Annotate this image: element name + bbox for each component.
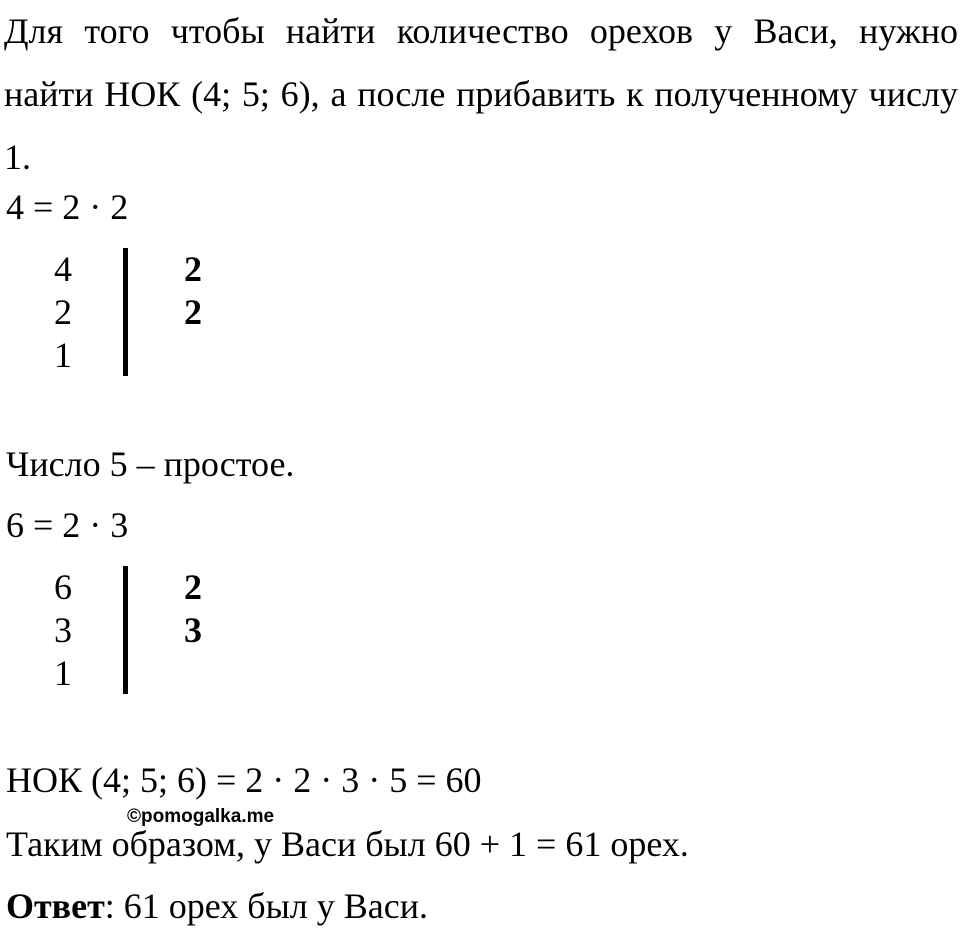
conclusion-sentence: Таким образом, у Васи был 60 + 1 = 61 орех.	[6, 824, 689, 864]
divider-line	[123, 566, 128, 694]
divider-line	[123, 248, 128, 376]
dividend-cell: 1	[54, 653, 72, 693]
divisor-cell: 2	[184, 567, 202, 607]
watermark: ©pomogalka.me	[127, 806, 275, 827]
dividend-column	[48, 566, 78, 695]
answer-line	[6, 886, 428, 926]
divisor-cell: 3	[184, 610, 202, 650]
factorization-table-six	[0, 566, 320, 698]
dividend-cell: 6	[54, 567, 72, 607]
divisor-cell: 2	[184, 249, 202, 289]
divisor-column	[178, 566, 208, 652]
dividend-cell: 1	[54, 335, 72, 375]
dividend-cell: 2	[54, 292, 72, 332]
equation-four: 4 = 2 · 2	[6, 187, 129, 227]
answer-text: : 61 орех был у Васи.	[104, 886, 429, 926]
intro-paragraph: Для того чтобы найти количество орехов у Васи, нужно найти НОК (4; 5; 6), а после прибавить к полученному числу 1.	[4, 11, 958, 177]
dividend-cell: 4	[54, 249, 72, 289]
lcm-equation: НОК (4; 5; 6) = 2 · 2 · 3 · 5 = 60	[6, 760, 482, 800]
divisor-cell: 2	[184, 292, 202, 332]
answer-label: Ответ	[6, 886, 105, 926]
divisor-column	[178, 248, 208, 334]
prime-five-statement: Число 5 – простое.	[6, 444, 295, 484]
dividend-column	[48, 248, 78, 377]
dividend-cell: 3	[54, 610, 72, 650]
factorization-table-four	[0, 248, 320, 380]
equation-six: 6 = 2 · 3	[6, 505, 129, 545]
